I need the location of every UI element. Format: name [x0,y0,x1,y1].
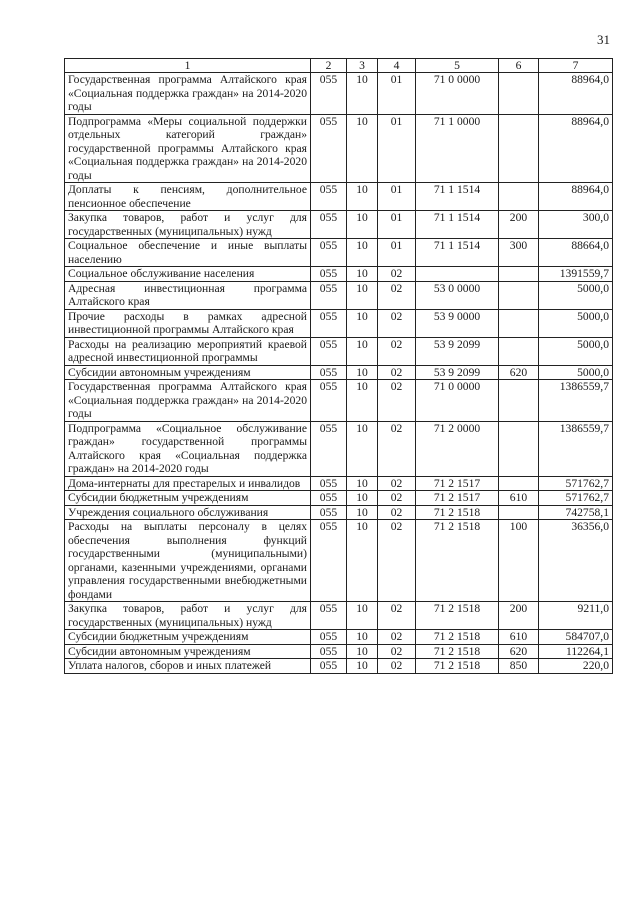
expense-type-cell [499,421,539,476]
subsection-code-cell: 02 [378,520,416,602]
header-cell: 3 [347,59,378,73]
expense-name-cell: Подпрограмма «Социальное обслуживание граждан» государственной программы Алтайского края «Социальная поддержка граждан» на 2014-2020 годы [65,421,311,476]
target-article-cell [416,267,499,282]
amount-cell: 9211,0 [539,602,613,630]
expense-type-cell: 610 [499,630,539,645]
expense-name-cell: Уплата налогов, сборов и иных платежей [65,659,311,674]
table-row [65,309,613,337]
budget-table [64,58,613,674]
target-article-cell: 53 9 0000 [416,309,499,337]
section-code-cell: 10 [347,309,378,337]
expense-name-cell: Государственная программа Алтайского края «Социальная поддержка граждан» на 2014-2020 годы [65,73,311,115]
table-row [65,337,613,365]
ministry-code-cell: 055 [311,73,347,115]
table-row [65,73,613,115]
ministry-code-cell: 055 [311,602,347,630]
target-article-cell: 71 2 1517 [416,491,499,506]
subsection-code-cell: 02 [378,380,416,422]
expense-type-cell [499,476,539,491]
target-article-cell: 71 0 0000 [416,380,499,422]
target-article-cell: 71 1 1514 [416,183,499,211]
section-code-cell: 10 [347,337,378,365]
ministry-code-cell: 055 [311,337,347,365]
amount-cell: 1386559,7 [539,380,613,422]
target-article-cell: 71 0 0000 [416,73,499,115]
ministry-code-cell: 055 [311,183,347,211]
expense-type-cell [499,309,539,337]
amount-cell: 5000,0 [539,337,613,365]
table-row [65,239,613,267]
amount-cell: 742758,1 [539,505,613,520]
ministry-code-cell: 055 [311,309,347,337]
section-code-cell: 10 [347,114,378,183]
ministry-code-cell: 055 [311,630,347,645]
subsection-code-cell: 02 [378,267,416,282]
amount-cell: 5000,0 [539,281,613,309]
subsection-code-cell: 02 [378,337,416,365]
expense-name-cell: Социальное обслуживание населения [65,267,311,282]
expense-type-cell [499,183,539,211]
subsection-code-cell: 01 [378,114,416,183]
table-row [65,491,613,506]
expense-name-cell: Расходы на выплаты персоналу в целях обеспечения выполнения функций государственными (муниципальными) органами, казенными учреждениями, органами управления государственными внебюджетными фондами [65,520,311,602]
ministry-code-cell: 055 [311,211,347,239]
expense-name-cell: Социальное обеспечение и иные выплаты населению [65,239,311,267]
expense-name-cell: Дома-интернаты для престарелых и инвалидов [65,476,311,491]
expense-type-cell: 620 [499,644,539,659]
expense-name-cell: Подпрограмма «Меры социальной поддержки отдельных категорий граждан» государственной программы Алтайского края «Социальная поддержка граждан» на 2014-2020 годы [65,114,311,183]
expense-name-cell: Закупка товаров, работ и услуг для государственных (муниципальных) нужд [65,211,311,239]
expense-name-cell: Прочие расходы в рамках адресной инвестиционной программы Алтайского края [65,309,311,337]
subsection-code-cell: 02 [378,602,416,630]
expense-name-cell: Адресная инвестиционная программа Алтайского края [65,281,311,309]
amount-cell: 584707,0 [539,630,613,645]
target-article-cell: 71 1 1514 [416,239,499,267]
expense-type-cell: 200 [499,211,539,239]
amount-cell: 220,0 [539,659,613,674]
target-article-cell: 71 2 1518 [416,644,499,659]
ministry-code-cell: 055 [311,267,347,282]
amount-cell: 5000,0 [539,365,613,380]
subsection-code-cell: 02 [378,476,416,491]
subsection-code-cell: 02 [378,644,416,659]
expense-type-cell [499,114,539,183]
header-row [65,59,613,73]
ministry-code-cell: 055 [311,644,347,659]
expense-type-cell: 300 [499,239,539,267]
page-number: 31 [597,32,610,47]
amount-cell: 88664,0 [539,239,613,267]
expense-type-cell [499,267,539,282]
table-row [65,644,613,659]
ministry-code-cell: 055 [311,239,347,267]
ministry-code-cell: 055 [311,421,347,476]
header-cell: 1 [65,59,311,73]
section-code-cell: 10 [347,421,378,476]
expense-name-cell: Закупка товаров, работ и услуг для государственных (муниципальных) нужд [65,602,311,630]
expense-type-cell: 100 [499,520,539,602]
amount-cell: 300,0 [539,211,613,239]
ministry-code-cell: 055 [311,365,347,380]
ministry-code-cell: 055 [311,659,347,674]
expense-type-cell [499,73,539,115]
target-article-cell: 71 2 1518 [416,505,499,520]
subsection-code-cell: 02 [378,365,416,380]
section-code-cell: 10 [347,602,378,630]
target-article-cell: 53 0 0000 [416,281,499,309]
amount-cell: 5000,0 [539,309,613,337]
expense-type-cell [499,281,539,309]
expense-type-cell [499,337,539,365]
expense-name-cell: Субсидии бюджетным учреждениям [65,491,311,506]
expense-name-cell: Субсидии автономным учреждениям [65,365,311,380]
section-code-cell: 10 [347,659,378,674]
subsection-code-cell: 02 [378,421,416,476]
header-cell: 5 [416,59,499,73]
subsection-code-cell: 01 [378,211,416,239]
amount-cell: 1386559,7 [539,421,613,476]
amount-cell: 112264,1 [539,644,613,659]
ministry-code-cell: 055 [311,114,347,183]
table-row [65,114,613,183]
table-row [65,267,613,282]
subsection-code-cell: 01 [378,73,416,115]
table-row [65,476,613,491]
target-article-cell: 71 2 1518 [416,602,499,630]
section-code-cell: 10 [347,644,378,659]
subsection-code-cell: 01 [378,183,416,211]
table-row [65,659,613,674]
amount-cell: 1391559,7 [539,267,613,282]
subsection-code-cell: 02 [378,309,416,337]
expense-type-cell: 620 [499,365,539,380]
amount-cell: 571762,7 [539,491,613,506]
target-article-cell: 71 1 1514 [416,211,499,239]
subsection-code-cell: 02 [378,505,416,520]
section-code-cell: 10 [347,630,378,645]
table-row [65,211,613,239]
amount-cell: 88964,0 [539,183,613,211]
table-row [65,365,613,380]
table-row [65,281,613,309]
header-cell: 6 [499,59,539,73]
target-article-cell: 71 2 1518 [416,520,499,602]
table-row [65,505,613,520]
expense-name-cell: Субсидии автономным учреждениям [65,644,311,659]
header-cell: 2 [311,59,347,73]
target-article-cell: 71 2 1518 [416,659,499,674]
subsection-code-cell: 02 [378,491,416,506]
section-code-cell: 10 [347,211,378,239]
table-row [65,520,613,602]
section-code-cell: 10 [347,491,378,506]
target-article-cell: 53 9 2099 [416,365,499,380]
amount-cell: 36356,0 [539,520,613,602]
expense-type-cell: 200 [499,602,539,630]
target-article-cell: 71 2 1518 [416,630,499,645]
expense-name-cell: Субсидии бюджетным учреждениям [65,630,311,645]
ministry-code-cell: 055 [311,281,347,309]
table-row [65,602,613,630]
amount-cell: 88964,0 [539,114,613,183]
ministry-code-cell: 055 [311,520,347,602]
subsection-code-cell: 01 [378,239,416,267]
amount-cell: 571762,7 [539,476,613,491]
section-code-cell: 10 [347,380,378,422]
target-article-cell: 71 1 0000 [416,114,499,183]
section-code-cell: 10 [347,520,378,602]
subsection-code-cell: 02 [378,659,416,674]
section-code-cell: 10 [347,281,378,309]
subsection-code-cell: 02 [378,630,416,645]
table-row [65,421,613,476]
header-cell: 7 [539,59,613,73]
expense-name-cell: Расходы на реализацию мероприятий краевой адресной инвестиционной программы [65,337,311,365]
expense-name-cell: Государственная программа Алтайского края «Социальная поддержка граждан» на 2014-2020 годы [65,380,311,422]
section-code-cell: 10 [347,505,378,520]
section-code-cell: 10 [347,239,378,267]
ministry-code-cell: 055 [311,505,347,520]
table-row [65,183,613,211]
expense-type-cell: 610 [499,491,539,506]
header-cell: 4 [378,59,416,73]
expense-name-cell: Доплаты к пенсиям, дополнительное пенсионное обеспечение [65,183,311,211]
expense-name-cell: Учреждения социального обслуживания [65,505,311,520]
table-body [65,73,613,674]
ministry-code-cell: 055 [311,380,347,422]
table-row [65,380,613,422]
target-article-cell: 71 2 1517 [416,476,499,491]
expense-type-cell [499,505,539,520]
section-code-cell: 10 [347,267,378,282]
subsection-code-cell: 02 [378,281,416,309]
target-article-cell: 71 2 0000 [416,421,499,476]
section-code-cell: 10 [347,183,378,211]
ministry-code-cell: 055 [311,476,347,491]
section-code-cell: 10 [347,73,378,115]
section-code-cell: 10 [347,476,378,491]
target-article-cell: 53 9 2099 [416,337,499,365]
ministry-code-cell: 055 [311,491,347,506]
expense-type-cell: 850 [499,659,539,674]
expense-type-cell [499,380,539,422]
section-code-cell: 10 [347,365,378,380]
amount-cell: 88964,0 [539,73,613,115]
table-row [65,630,613,645]
